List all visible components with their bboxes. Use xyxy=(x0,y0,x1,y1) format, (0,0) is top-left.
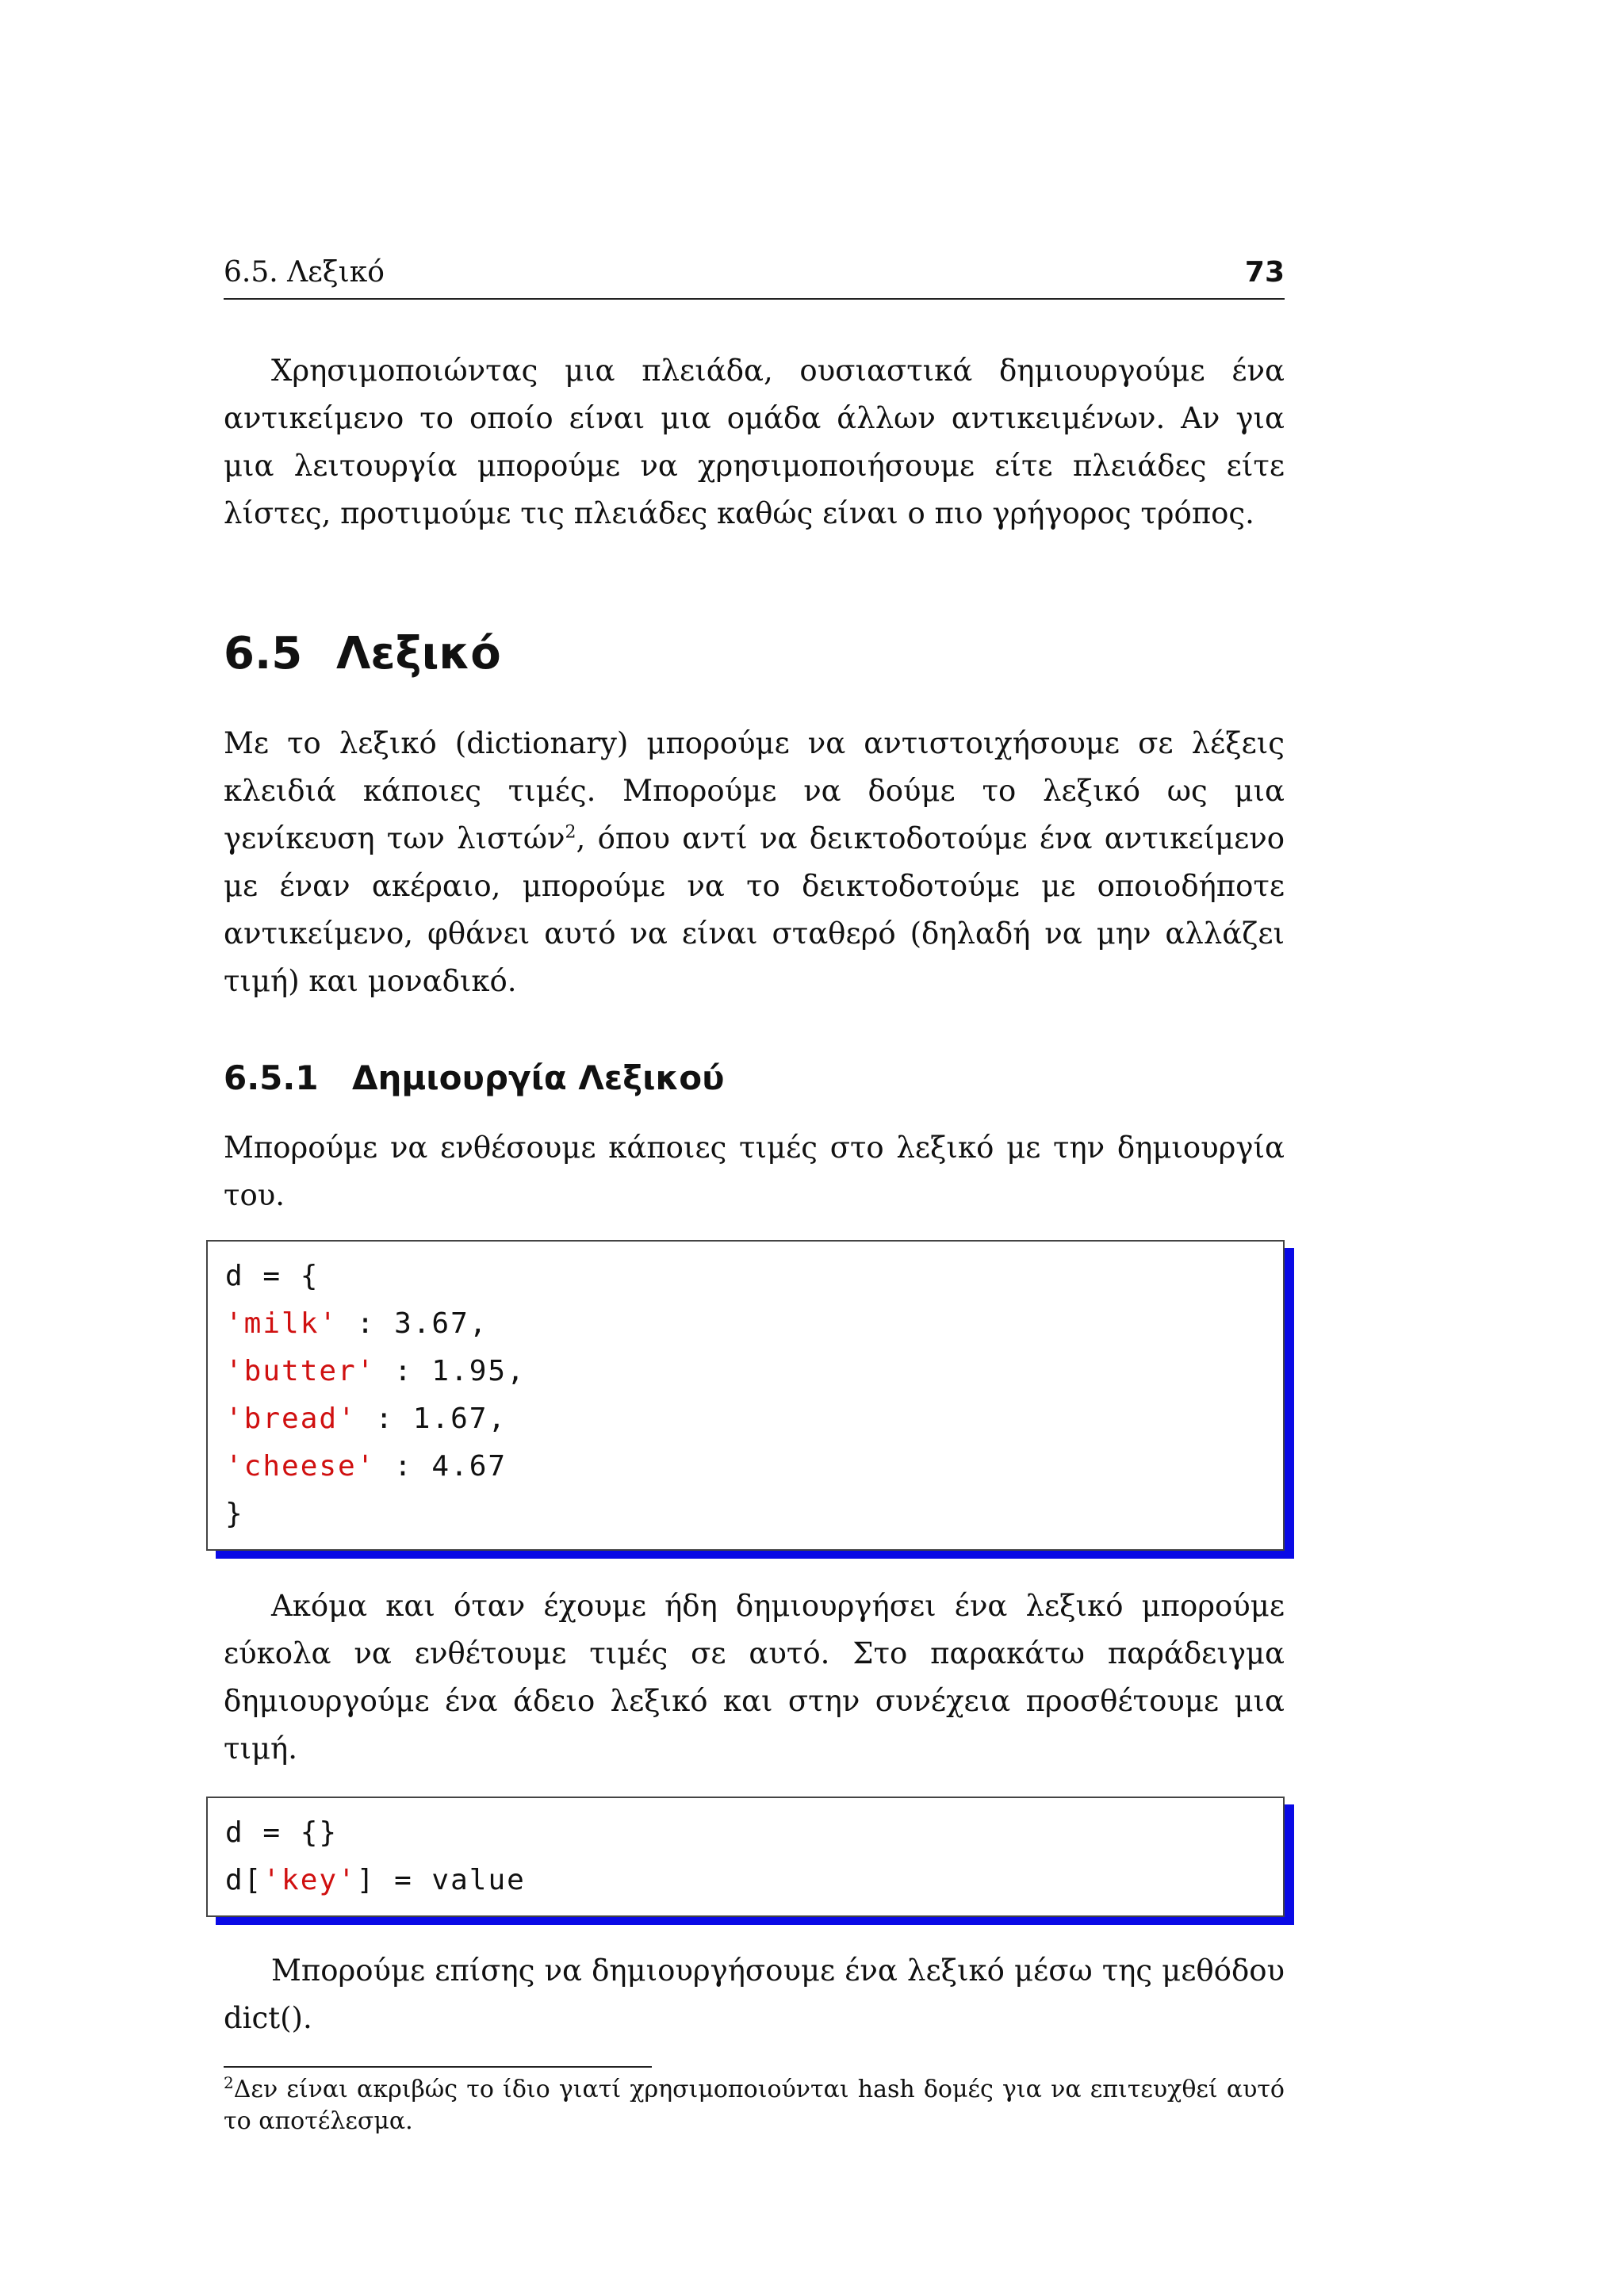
code-line xyxy=(225,1300,1267,1348)
code-line xyxy=(225,1348,1267,1395)
paragraph-tuple: Χρησιμοποιώντας μια πλειάδα, ουσιαστικά δημιουργούμε ένα αντικείμενο το οποίο είναι μια ομάδα άλλων αντικειμένων. Αν για μια λειτουργία μπορούμε να χρησιμοποιήσουμε είτε πλειάδες είτε λίστες, προτιμούμε τις πλειάδες καθώς είναι ο πιο γρήγορος τρόπος. xyxy=(224,354,1285,530)
code-listing-2 xyxy=(206,1797,1285,1917)
paragraph-insert: Ακόμα και όταν έχουμε ήδη δημιουργήσει ένα λεξικό μπορούμε εύκολα να ενθέτουμε τιμές σε αυτό. Στο παρακάτω παράδειγμα δημιουργούμε ένα άδειο λεξικό και στην συνέχεια προσθέτουμε μια τιμή. xyxy=(224,1589,1285,1766)
paragraph-create: Μπορούμε να ενθέσουμε κάποιες τιμές στο λεξικό με την δημιουργία του. xyxy=(224,1131,1285,1212)
footnote-mark: 2 xyxy=(224,2073,234,2092)
code-line: } xyxy=(225,1498,244,1530)
footnote-text: Δεν είναι ακριβώς το ίδιο γιατί χρησιμοποιούνται hash δομές για να επιτευχθεί αυτό το αποτέλεσμα. xyxy=(224,2076,1285,2135)
code-string: 'butter' xyxy=(225,1355,376,1387)
code-line: d = { xyxy=(225,1260,320,1292)
document-page xyxy=(224,254,1285,2137)
running-header xyxy=(224,254,1285,300)
section-title: Λεξικό xyxy=(336,628,501,679)
page-number: 73 xyxy=(1244,256,1285,289)
subsection-title: Δημιουργία Λεξικού xyxy=(352,1058,725,1097)
code-text: d[ xyxy=(225,1864,263,1896)
code-line xyxy=(225,1857,1267,1904)
code-text: : 4.67 xyxy=(375,1450,508,1483)
code-string: 'key' xyxy=(262,1864,357,1896)
footnote-reference[interactable]: 2 xyxy=(565,822,576,843)
paragraph-dict-method: Μπορούμε επίσης να δημιουργήσουμε ένα λεξικό μέσω της μεθόδου dict(). xyxy=(224,1954,1285,2035)
paragraph-dictionary-text-cont: , όπου αντί να δεικτοδοτούμε ένα αντικείμενο με έναν ακέραιο, μπορούμε να το δεικτοδοτούμε με οποιοδήποτε αντικείμενο, φθάνει αυτό να είναι σταθερό (δηλαδή να μην αλλάζει τιμή) και μοναδικό. xyxy=(224,821,1285,998)
subsection-heading xyxy=(224,1056,1285,1100)
section-heading xyxy=(224,626,1285,682)
code-listing-1 xyxy=(206,1240,1285,1551)
code-line xyxy=(225,1443,1267,1490)
code-text: ] = value xyxy=(356,1864,526,1896)
code-text: : 3.67, xyxy=(338,1307,488,1340)
code-string: 'milk' xyxy=(225,1307,339,1340)
header-section-title: 6.5. Λεξικό xyxy=(224,256,385,289)
code-text: : 1.95, xyxy=(375,1355,526,1387)
paragraph-dictionary xyxy=(224,720,1285,1005)
code-string: 'bread' xyxy=(225,1402,357,1435)
code-line xyxy=(225,1395,1267,1443)
footnote xyxy=(224,2074,1285,2137)
code-line: d = {} xyxy=(225,1816,339,1849)
code-string: 'cheese' xyxy=(225,1450,376,1483)
code-text: : 1.67, xyxy=(356,1402,508,1435)
code-box xyxy=(206,1797,1285,1917)
section-number: 6.5 xyxy=(224,628,303,679)
code-box xyxy=(206,1240,1285,1551)
footnote-rule xyxy=(224,2066,652,2068)
subsection-number: 6.5.1 xyxy=(224,1058,319,1097)
paragraph-dictionary-text: Με το λεξικό (dictionary) μπορούμε να αντιστοιχήσουμε σε λέξεις κλειδιά κάποιες τιμές. Μπορούμε να δούμε το λεξικό ως μια γενίκευση των λιστών xyxy=(224,726,1285,855)
